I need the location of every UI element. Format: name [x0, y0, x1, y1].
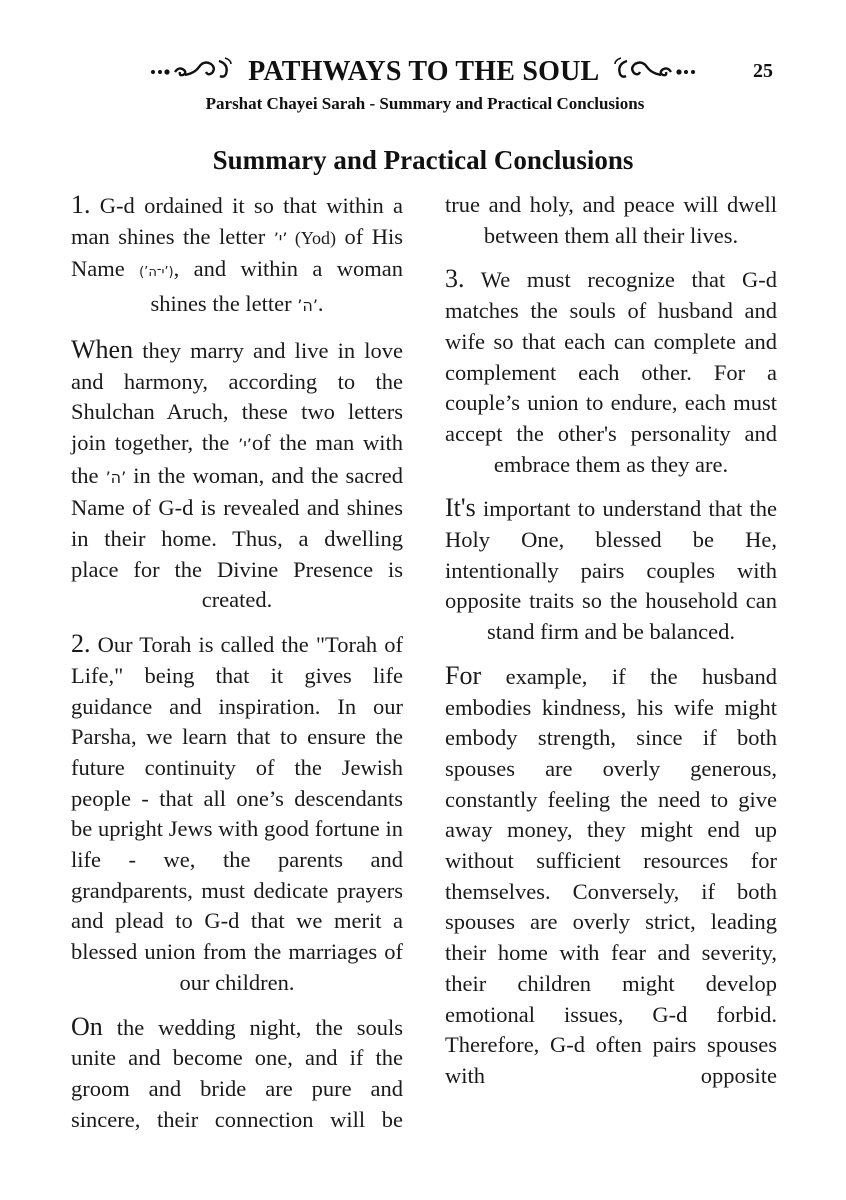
- paragraph-text: (Yod): [287, 227, 337, 248]
- paragraph-number: 3.: [445, 264, 465, 294]
- paragraph-5: [445, 264, 777, 480]
- paragraph-text: G-d ordained it so that within a man shines the letter: [71, 193, 403, 249]
- paragraph-text: of His Name: [71, 223, 404, 282]
- paragraph-lead-word: For: [445, 660, 482, 690]
- paragraph-continued: [445, 190, 777, 251]
- chapter-subtitle-text: Parshat Chayei Sarah - Summary and Practical Conclusions: [205, 94, 645, 113]
- page-number: 25: [753, 60, 773, 82]
- paragraph-2: [71, 335, 403, 616]
- paragraph-7: [445, 661, 777, 1092]
- right-column: [445, 190, 777, 1105]
- paragraph-6: [445, 493, 777, 648]
- left-column: [71, 190, 403, 1148]
- paragraph-text: important to understand that the Holy One, blessed be He, intentionally pairs couples with opposite traits so the household can stand firm and be balanced.: [445, 496, 777, 645]
- paragraph-lead-word: When: [71, 334, 134, 364]
- paragraph-lead-word: It's: [445, 493, 476, 523]
- paragraph-text: true and holy, and peace will dwell between them all their lives.: [445, 192, 777, 248]
- paragraph-4: [71, 1012, 403, 1136]
- hebrew-name: (’י־ה’): [139, 265, 174, 281]
- paragraph-text: in the woman, and the sacred Name of G-d is revealed and shines in their home. Thus, a dwelling place for the Divine Presence is created.: [71, 462, 403, 613]
- paragraph-text: the wedding night, the souls unite and become one, and if the groom and bride are pure and sincere, their connection will be: [71, 1014, 403, 1132]
- page-header: [0, 52, 846, 92]
- paragraph-number: 1.: [71, 190, 91, 219]
- paragraph-text: .: [317, 291, 324, 317]
- paragraph-text: We must recognize that G-d matches the souls of husband and wife so that each can complete and complement each other. For a couple’s union to endure, each must accept the other's personality and embrace them as they are.: [445, 267, 777, 477]
- chapter-subtitle: [0, 94, 846, 114]
- paragraph-text: Our Torah is called the "Torah of Life," being that it gives life guidance and inspiration. In our Parsha, we learn that to ensure the future continuity of the Jewish people - that all one’s descendants be upright Jews with good fortune in life - we, the parents and grandparents, must dedicate prayers and plead to G-d that we merit a blessed union from the marriages of our children.: [71, 632, 403, 995]
- paragraph-1: [71, 190, 403, 322]
- ornament-left-icon: [149, 52, 241, 88]
- paragraph-lead-word: On: [71, 1011, 103, 1041]
- hebrew-letter-yod: ’י’: [273, 228, 288, 248]
- paragraph-text: they marry and live in love and harmony, according to the Shulchan Aruch, these two letters join together, the: [71, 337, 403, 455]
- paragraph-3: [71, 629, 403, 998]
- running-title-text: PATHWAYS TO THE SOUL: [248, 56, 598, 87]
- hebrew-letter-yod: ’י’: [238, 434, 252, 454]
- paragraph-text: , and within a woman shines the letter: [150, 256, 403, 317]
- paragraph-text: example, if the husband embodies kindness, his wife might embody strength, since if both spouses are overly generous, constantly feeling the need to give away money, they might end up without sufficient resources for themselves. Conversely, if both spouses are overly strict, leading their home with fear and severity, their children might develop emotional issues, G-d forbid. Therefore, G-d often pairs spouses with opposite: [445, 663, 777, 1088]
- hebrew-letter-hei: ’ה’: [297, 296, 318, 316]
- section-title: Summary and Practical Conclusions: [212, 145, 634, 175]
- paragraph-text: of the man with the: [71, 429, 403, 488]
- ornament-right-icon: [605, 52, 697, 88]
- paragraph-number: 2.: [71, 629, 91, 659]
- hebrew-letter-hei: ’ה’: [105, 467, 127, 487]
- running-title: [128, 52, 718, 90]
